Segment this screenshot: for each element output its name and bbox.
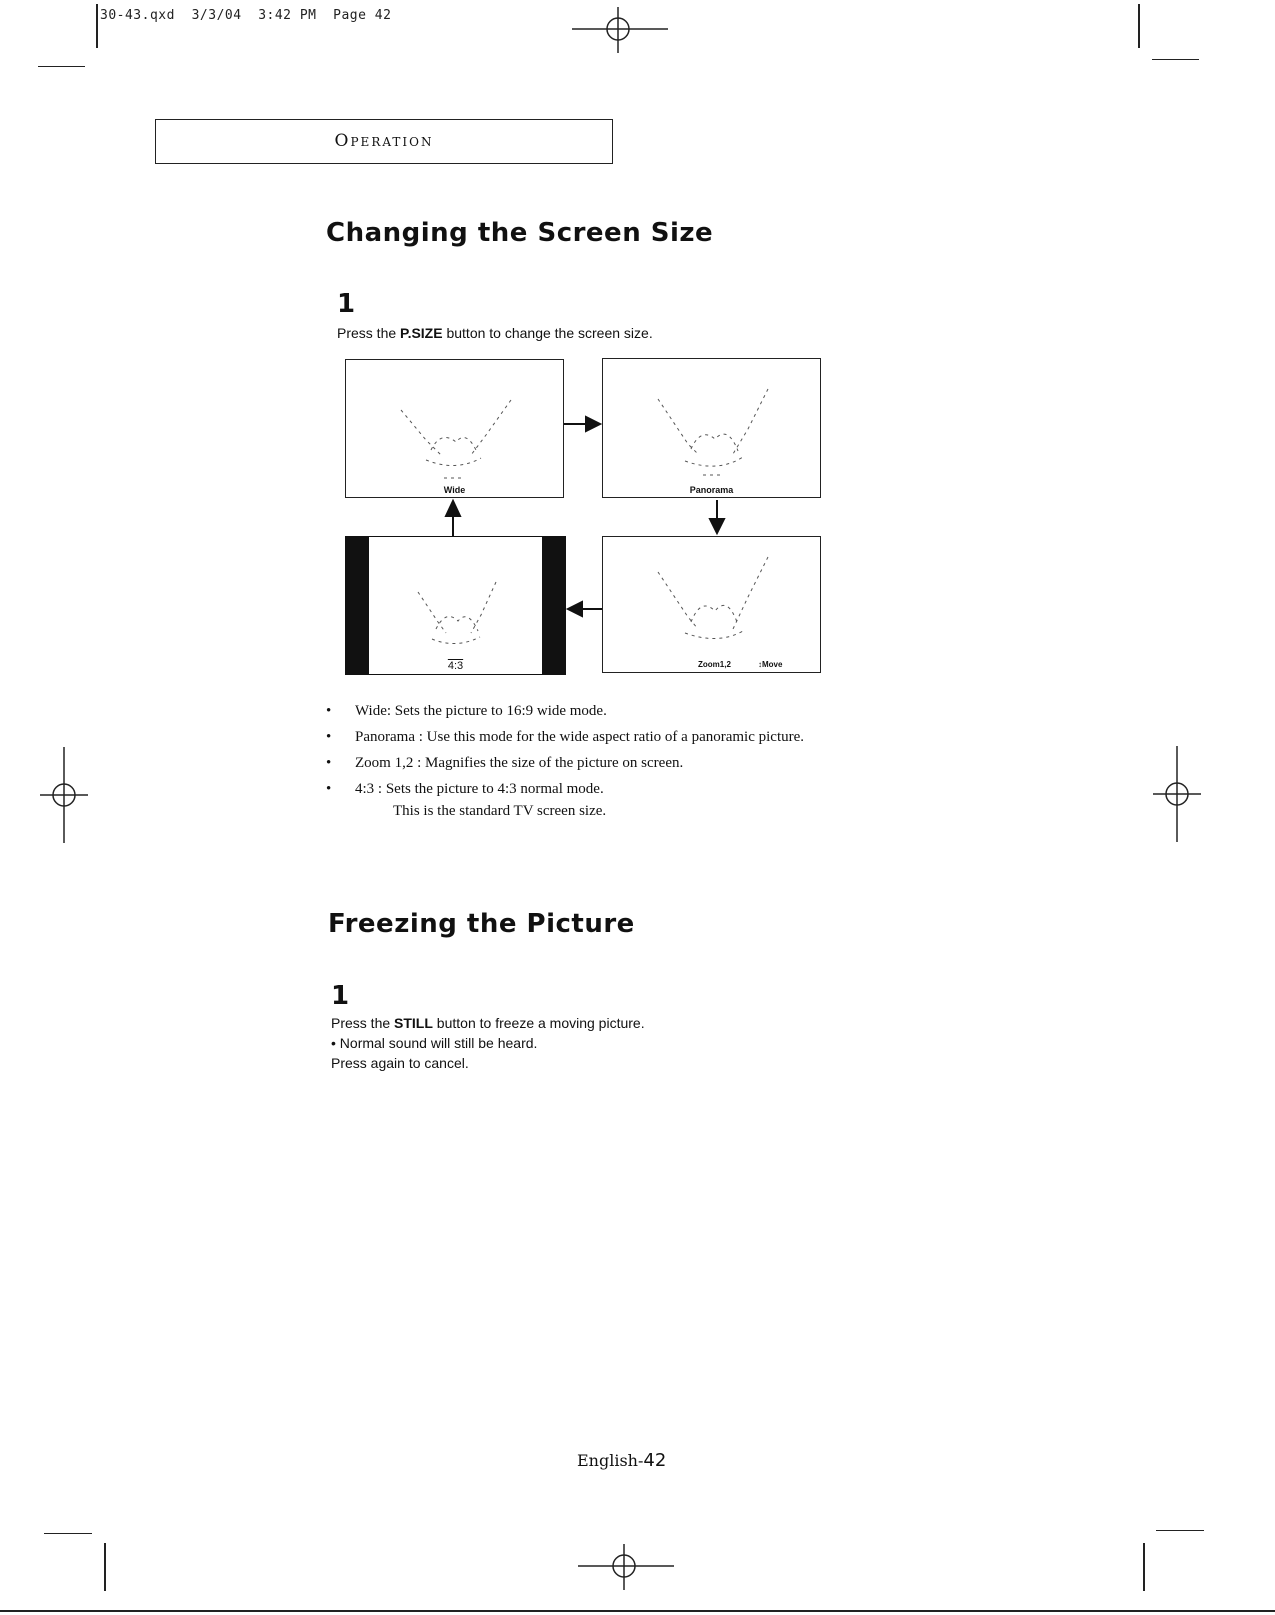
still-button-name: STILL — [394, 1015, 433, 1031]
page-bottom-rule — [0, 1610, 1275, 1612]
bullet-continuation: This is the standard TV screen size. — [393, 803, 607, 819]
bullet-text: Panorama : Use this mode for the wide aspect ratio of a panoramic picture. — [355, 729, 805, 745]
registration-mark-icon — [576, 1542, 676, 1592]
move-label: ↕Move — [758, 660, 783, 669]
four-three-label: 4:3 — [447, 660, 464, 672]
crop-mark — [1152, 59, 1199, 60]
crop-mark — [1156, 1530, 1204, 1531]
zoom-label: Zoom1,2 — [698, 660, 731, 669]
instruction-text: button to freeze a moving picture. — [432, 1015, 645, 1031]
bullet-text: Zoom 1,2 : Magnifies the size of the picture on screen. — [355, 755, 684, 771]
print-slug: 30-43.qxd 3/3/04 3:42 PM Page 42 — [100, 8, 392, 23]
section-title: Operation — [334, 131, 434, 151]
freeze-instructions — [331, 1013, 645, 1073]
instruction-text: Press the — [331, 1015, 395, 1031]
list-item — [326, 750, 926, 776]
registration-mark-icon — [570, 5, 670, 55]
list-item — [326, 698, 926, 724]
freeze-step-number: 1 — [331, 981, 350, 1011]
page-footer — [577, 1450, 666, 1471]
crop-mark — [1143, 1543, 1145, 1591]
arrow-right-icon — [586, 417, 600, 431]
psize-button-name: P.SIZE — [400, 325, 443, 341]
flow-arrows — [340, 350, 830, 680]
bullet-icon: • — [326, 703, 332, 719]
freeze-instruction — [331, 1013, 645, 1033]
panorama-label: Panorama — [689, 485, 734, 495]
crop-mark — [44, 1533, 92, 1534]
crop-mark — [104, 1543, 106, 1591]
freeze-note: • Normal sound will still be heard. — [331, 1035, 538, 1051]
screen-size-heading: Changing the Screen Size — [326, 218, 714, 248]
bullet-icon: • — [326, 755, 332, 771]
registration-mark-icon — [1150, 744, 1204, 844]
arrow-down-icon — [710, 519, 724, 533]
wide-label: Wide — [443, 485, 466, 495]
freeze-heading: Freezing the Picture — [328, 909, 635, 939]
crop-mark — [38, 66, 85, 67]
freeze-cancel: Press again to cancel. — [331, 1055, 469, 1071]
page-number: 42 — [643, 1450, 667, 1471]
arrow-left-icon — [568, 602, 582, 616]
bullet-icon: • — [326, 729, 332, 745]
list-item — [326, 776, 926, 802]
screen-size-bullet-list — [326, 698, 926, 824]
crop-mark — [1138, 4, 1140, 48]
screen-size-step-number: 1 — [337, 289, 356, 319]
footer-language: English- — [577, 1451, 644, 1470]
screen-size-instruction — [337, 323, 653, 343]
crop-mark — [96, 4, 98, 48]
registration-mark-icon — [37, 745, 91, 845]
arrow-up-icon — [446, 501, 460, 516]
instruction-text: Press the — [337, 325, 401, 341]
bullet-text: Wide: Sets the picture to 16:9 wide mode. — [355, 703, 607, 719]
bullet-icon: • — [326, 781, 332, 797]
list-item — [326, 724, 926, 750]
instruction-text: button to change the screen size. — [442, 325, 653, 341]
bullet-text: 4:3 : Sets the picture to 4:3 normal mode. — [355, 781, 604, 797]
